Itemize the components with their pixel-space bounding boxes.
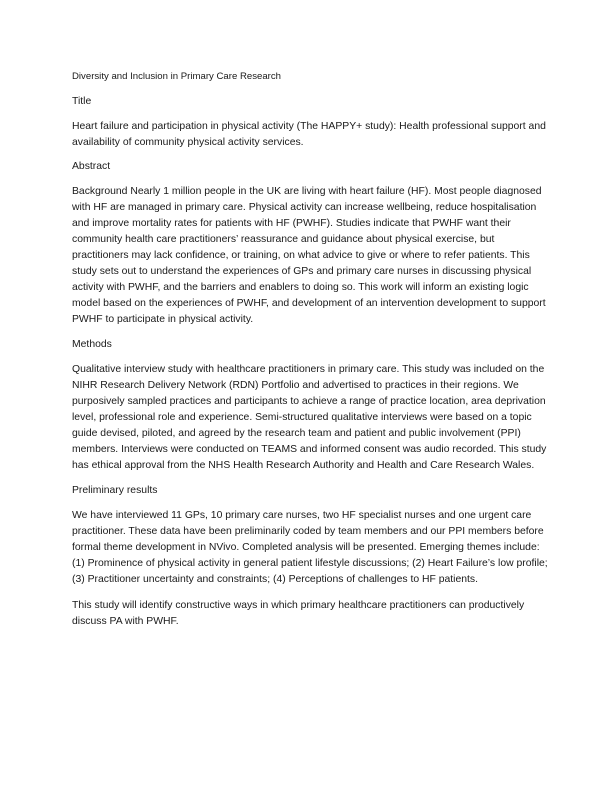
- methods-heading: Methods: [72, 339, 112, 350]
- document-page: [72, 70, 548, 640]
- methods-paragraph: Qualitative interview study with healthcare practitioners in primary care. This study was included on the NIHR Research Delivery Network (RDN) Portfolio and advertised to practices in their regions. We purposively sampled practices and participants to achieve a range of practice location, area deprivation level, professional role and experience. Semi-structured qualitative interviews were based on a topic guide devised, piloted, and agreed by the research team and patient and public involvement (PPI) members. Interviews were conducted on TEAMS and informed consent was audio recorded. This study has ethical approval from the NHS Health Research Authority and Health and Care Research Wales.: [72, 364, 547, 471]
- title-heading: Title: [72, 96, 92, 107]
- abstract-heading: Abstract: [72, 161, 111, 172]
- conclusion-paragraph: This study will identify constructive ways in which primary healthcare practitioners can productively discuss PA with PWHF.: [72, 600, 525, 627]
- results-heading: Preliminary results: [72, 485, 158, 496]
- paper-title: Heart failure and participation in physical activity (The HAPPY+ study): Health professional support and availability of community physical activity services.: [72, 121, 546, 148]
- category-label: Diversity and Inclusion in Primary Care Research: [72, 71, 282, 82]
- abstract-paragraph: Background Nearly 1 million people in the UK are living with heart failure (HF). Most people diagnosed with HF are managed in primary care. Physical activity can increase wellbeing, reduce hospitalisation and improve mortality rates for patients with HF (PWHF). Studies indicate that PWHF want their community health care practitioners’ reassurance and guidance about physical exercise, but practitioners may lack confidence, or training, on what advice to give or where to refer patients. This study sets out to understand the experiences of GPs and primary care nurses in discussing physical activity with PWHF, and the barriers and enablers to doing so. This work will inform an existing logic model based on the experiences of PWHF, and development of an intervention development to support PWHF to participate in physical activity.: [72, 186, 546, 325]
- results-paragraph: We have interviewed 11 GPs, 10 primary care nurses, two HF specialist nurses and one urgent care practitioner. These data have been preliminarily coded by team members and our PPI members before formal theme development in NVivo. Completed analysis will be presented. Emerging themes include: (1) Prominence of physical activity in general patient lifestyle discussions; (2) Heart Failure’s low profile; (3) Practitioner uncertainty and constraints; (4) Perceptions of challenges to HF patients.: [72, 510, 548, 585]
